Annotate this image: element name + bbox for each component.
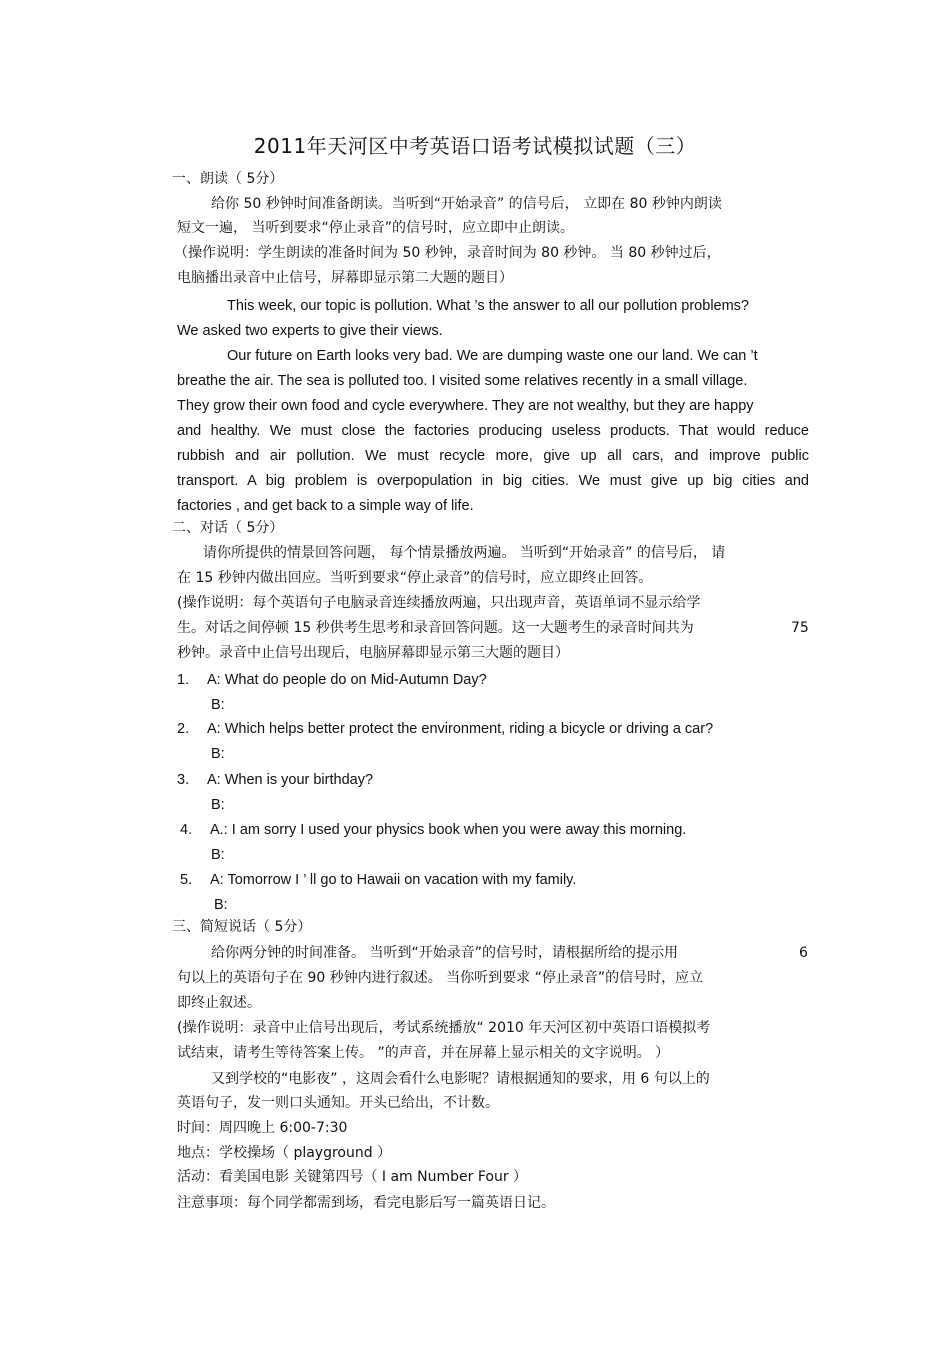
question-prompt: A.: I am sorry I used your physics book when you were away this morning. [210, 822, 687, 838]
passage-line: factories , and get back to a simple way of life. [177, 498, 474, 514]
passage-line: rubbish and air pollution. We must recycle more, give up all cars, and improve public [177, 448, 809, 464]
section1-operation-note-line2: 电脑播出录音中止信号，屏幕即显示第二大题的题目） [177, 270, 513, 286]
question-2 [177, 720, 713, 738]
section2-operation-note-line3: 秒钟。录音中止信号出现后，电脑屏幕即显示第三大题的题目） [177, 645, 569, 661]
section3-task-line1: 又到学校的“电影夜” ，这周会看什么电影呢？请根据通知的要求，用 6 句以上的 [211, 1071, 710, 1087]
section3-instruction-line3: 即终止叙述。 [177, 995, 261, 1011]
passage-line: transport. A big problem is overpopulation in big cities. We must give up big cities and [177, 473, 809, 489]
question-number: 3. [177, 772, 190, 788]
section3-sentence-count: 6 [799, 945, 808, 961]
question-5-answer-label: B: [214, 897, 228, 913]
notice-activity: 活动：看美国电影 关键第四号（ I am Number Four ） [177, 1169, 528, 1185]
question-5 [180, 871, 576, 889]
question-4 [180, 821, 686, 839]
question-prompt: A: What do people do on Mid-Autumn Day? [207, 672, 487, 688]
question-prompt: A: Which helps better protect the environment, riding a bicycle or driving a car? [207, 721, 714, 737]
section3-heading: 三、简短说话（ 5分） [172, 919, 312, 935]
passage-line: breathe the air. The sea is polluted too. I visited some relatives recently in a small village. [177, 373, 748, 389]
notice-notes: 注意事项：每个同学都需到场，看完电影后写一篇英语日记。 [177, 1195, 555, 1211]
question-3-answer-label: B: [211, 797, 225, 813]
section2-operation-note-line2: 生。对话之间停顿 15 秒供考生思考和录音回答问题。这一大题考生的录音时间共为 [177, 620, 694, 636]
passage-line: They grow their own food and cycle everywhere. They are not wealthy, but they are happy [177, 398, 754, 414]
question-prompt: A: Tomorrow I ’ ll go to Hawaii on vacation with my family. [210, 872, 577, 888]
section2-recording-seconds: 75 [791, 620, 809, 636]
question-3 [177, 771, 373, 789]
section1-operation-note-line1: （操作说明：学生朗读的准备时间为 50 秒钟，录音时间为 80 秒钟。 当 80 秒钟过后， [174, 245, 721, 261]
question-1 [177, 671, 487, 689]
section2-operation-note-line1: (操作说明：每个英语句子电脑录音连续播放两遍，只出现声音，英语单词不显示给学 [177, 595, 701, 611]
notice-time: 时间：周四晚上 6:00-7:30 [177, 1120, 348, 1136]
passage-line: We asked two experts to give their views. [177, 323, 443, 339]
question-prompt: A: When is your birthday? [207, 772, 374, 788]
page-title: 2011年天河区中考英语口语考试模拟试题（三） [253, 134, 697, 158]
section3-operation-note-line1: (操作说明：录音中止信号出现后，考试系统播放“ 2010 年天河区初中英语口语模拟考 [177, 1020, 711, 1036]
section3-task-line2: 英语句子，发一则口头通知。开头已给出，不计数。 [177, 1095, 499, 1111]
section1-instruction-line1: 给你 50 秒钟时间准备朗读。当听到“开始录音” 的信号后， 立即在 80 秒钟内朗读 [211, 196, 722, 212]
question-4-answer-label: B: [211, 847, 225, 863]
section1-heading: 一、朗读（ 5分） [172, 171, 284, 187]
passage-line: This week, our topic is pollution. What ’s the answer to all our pollution problems? [227, 298, 749, 314]
section2-instruction-line2: 在 15 秒钟内做出回应。当听到要求“停止录音”的信号时，应立即终止回答。 [177, 570, 653, 586]
notice-place: 地点：学校操场（ playground ） [177, 1145, 392, 1161]
question-number: 5. [180, 872, 193, 888]
section1-instruction-line2: 短文一遍， 当听到要求“停止录音”的信号时，应立即中止朗读。 [177, 220, 574, 236]
section3-operation-note-line2: 试结束，请考生等待答案上传。 ”的声音，并在屏幕上显示相关的文字说明。 ） [177, 1045, 670, 1061]
passage-line: and healthy. We must close the factories producing useless products. That would reduce [177, 423, 809, 439]
question-number: 2. [177, 721, 190, 737]
question-number: 1. [177, 672, 190, 688]
question-number: 4. [180, 822, 193, 838]
question-2-answer-label: B: [211, 746, 225, 762]
question-1-answer-label: B: [211, 697, 225, 713]
section2-heading: 二、对话（ 5分） [172, 520, 284, 536]
section3-instruction-line2: 句以上的英语句子在 90 秒钟内进行叙述。 当你听到要求 “停止录音”的信号时，应立 [177, 970, 704, 986]
section2-instruction-line1: 请你所提供的情景回答问题， 每个情景播放两遍。 当听到“开始录音” 的信号后， 请 [203, 545, 726, 561]
section3-instruction-line1: 给你两分钟的时间准备。 当听到“开始录音”的信号时，请根据所给的提示用 [211, 945, 678, 961]
passage-line: Our future on Earth looks very bad. We are dumping waste one our land. We can ’t [227, 348, 758, 364]
